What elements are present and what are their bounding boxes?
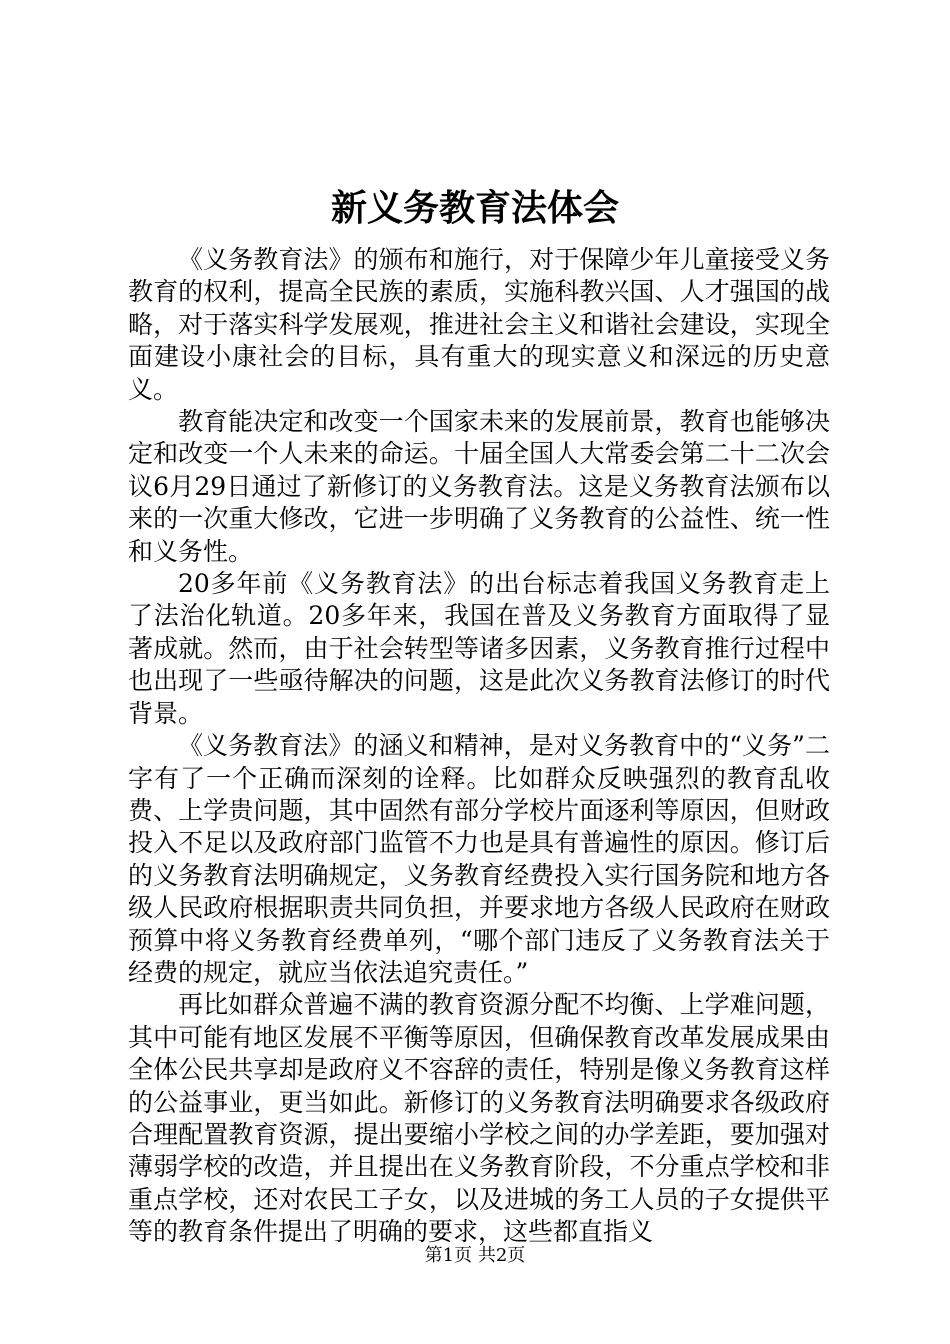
document-title: 新义务教育法体会: [330, 187, 619, 229]
paragraph-4: 《义务教育法》的涵义和精神，是对义务教育中的“义务”二字有了一个正确而深刻的诠释。比如群众反映强烈的教育乱收费、上学贵问题，其中固然有部分学校片面逐利等原因，但财政投入不足以及政府部门监管不力也是具有普遍性的原因。修订后的义务教育法明确规定，义务教育经费投入实行国务院和地方各级人民政府根据职责共同负担，并要求地方各级人民政府在财政预算中将义务教育经费单列，“哪个部门违反了义务教育法关于经费的规定，就应当依法追究责任。”: [128, 731, 830, 987]
paragraph-5: 再比如群众普遍不满的教育资源分配不均衡、上学难问题，其中可能有地区发展不平衡等原因，但确保教育改革发展成果由全体公民共享却是政府义不容辞的责任，特别是像义务教育这样的公益事业，更当如此。新修订的义务教育法明确要求各级政府合理配置教育资源，提出要缩小学校之间的办学差距，要加强对薄弱学校的改造，并且提出在义务教育阶段，不分重点学校和非重点学校，还对农民工子女，以及进城的务工人员的子女提供平等的教育条件提出了明确的要求，这些都直指义: [128, 990, 830, 1247]
page-number-footer: 第1页 共2页: [424, 1245, 526, 1266]
paragraph-1: 《义务教育法》的颁布和施行，对于保障少年儿童接受义务教育的权利，提高全民族的素质，实施科教兴国、人才强国的战略，对于落实科学发展观，推进社会主义和谐社会建设，实现全面建设小康社会的目标，具有重大的现实意义和深远的历史意义。: [128, 245, 830, 404]
document-body: [128, 244, 830, 1249]
paragraph-2: 教育能决定和改变一个国家未来的发展前景，教育也能够决定和改变一个人未来的命运。十届全国人大常委会第二十二次会议6月29日通过了新修订的义务教育法。这是义务教育法颁布以来的一次重大修改，它进一步明确了义务教育的公益性、统一性和义务性。: [128, 407, 830, 566]
paragraph-3: 20多年前《义务教育法》的出台标志着我国义务教育走上了法治化轨道。20多年来，我国在普及义务教育方面取得了显著成就。然而，由于社会转型等诸多因素，义务教育推行过程中也出现了一些亟待解决的问题，这是此次义务教育法修订的时代背景。: [128, 569, 830, 728]
